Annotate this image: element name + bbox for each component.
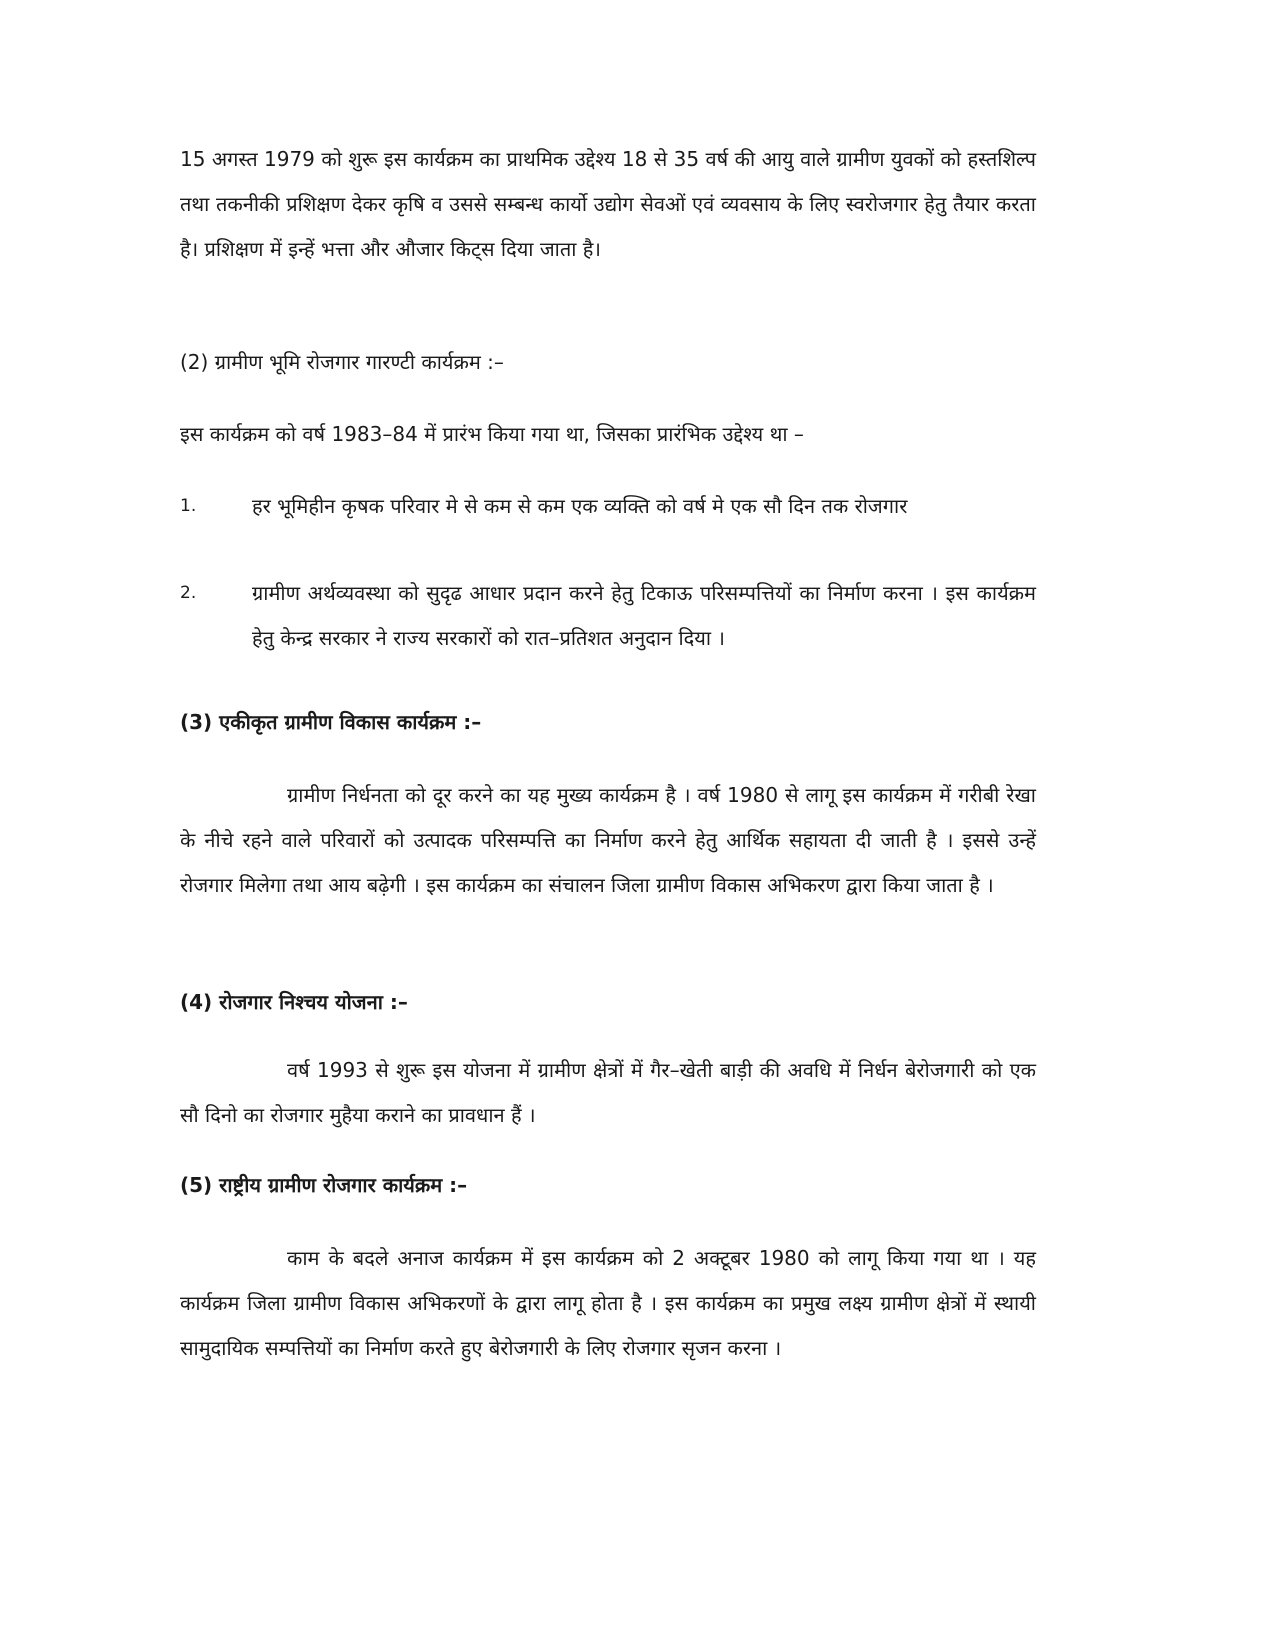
list-item-text: ग्रामीण अर्थव्यवस्था को सुदृढ आधार प्रदान करने हेतु टिकाऊ परिसम्पत्तियों का निर्माण करना । इस कार्यक्रम हेतु केन्द्र सरकार ने राज्य सरकारों को रात–प्रतिशत अनुदान दिया । (252, 581, 1036, 650)
section-4-heading: (4) रोजगार निश्चय योजना :– (180, 990, 408, 1014)
section-3-body: ग्रामीण निर्धनता को दूर करने का यह मुख्य कार्यक्रम है । वर्ष 1980 से लागू इस कार्यक्रम में गरीबी रेखा के नीचे रहने वाले परिवारों को उत्पादक परिसम्पत्ति का निर्माण करने हेतु आर्थिक सहायता दी जाती है । इससे उन्हें रोजगार मिलेगा तथा आय बढ़ेगी । इस कार्यक्रम का संचालन जिला ग्रामीण विकास अभिकरण द्वारा किया जाता है । (180, 783, 1036, 897)
section-5-heading: (5) राष्ट्रीय ग्रामीण रोजगार कार्यक्रम :– (180, 1173, 468, 1197)
section-2-intro: इस कार्यक्रम को वर्ष 1983–84 में प्रारंभ किया गया था, जिसका प्रारंभिक उद्देश्य था – (180, 422, 804, 446)
section-5-body: काम के बदले अनाज कार्यक्रम में इस कार्यक्रम को 2 अक्टूबर 1980 को लागू किया गया था । यह कार्यक्रम जिला ग्रामीण विकास अभिकरणों के द्वारा लागू होता है । इस कार्यक्रम का प्रमुख लक्ष्य ग्रामीण क्षेत्रों में स्थायी सामुदायिक सम्पत्तियों का निर्माण करते हुए बेरोजगारी के लिए रोजगार सृजन करना । (180, 1246, 1036, 1360)
section-4-body: वर्ष 1993 से शुरू इस योजना में ग्रामीण क्षेत्रों में गैर–खेती बाड़ी की अवधि में निर्धन बेरोजगारी को एक सौ दिनो का रोजगार मुहैया कराने का प्रावधान हैं । (180, 1058, 1036, 1127)
list-item-text: हर भूमिहीन कृषक परिवार मे से कम से कम एक व्यक्ति को वर्ष मे एक सौ दिन तक रोजगार (252, 494, 908, 518)
section-2-heading: (2) ग्रामीण भूमि रोजगार गारण्टी कार्यक्रम :– (180, 350, 504, 374)
intro-paragraph: 15 अगस्त 1979 को शुरू इस कार्यक्रम का प्राथमिक उद्देश्य 18 से 35 वर्ष की आयु वाले ग्रामीण युवकों को हस्तशिल्प तथा तकनीकी प्रशिक्षण देकर कृषि व उससे सम्बन्ध कार्यो उद्योग सेवओं एवं व्यवसाय के लिए स्वरोजगार हेतु तैयार करता है। प्रशिक्षण में इन्हें भत्ता और औजार किट्स दिया जाता है। (180, 147, 1036, 261)
section-3-heading: (3) एकीकृत ग्रामीण विकास कार्यक्रम :– (180, 710, 482, 734)
list-item-number: 2. (180, 583, 197, 603)
list-item-number: 1. (180, 496, 197, 516)
